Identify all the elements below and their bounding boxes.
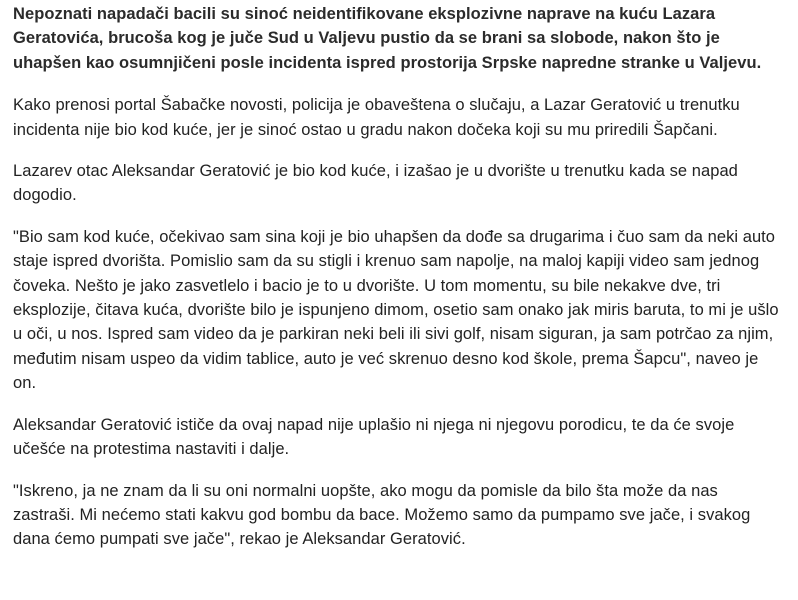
article-paragraph-5-quote: "Iskreno, ja ne znam da li su oni normalni uopšte, ako mogu da pomisle da bilo šta može da nas zastraši. Mi nećemo stati kakvu god bombu da bace. Možemo samo da pumpamo sve jače, i svakog dana ćemo pumpati sve jače", rekao je Aleksandar Geratović. xyxy=(13,481,751,549)
article-paragraph-4: Aleksandar Geratović ističe da ovaj napad nije uplašio ni njega ni njegovu porodicu, te da će svoje učešće na protestima nastaviti i dalje. xyxy=(13,415,735,459)
article-paragraph-3-quote: "Bio sam kod kuće, očekivao sam sina koji je bio uhapšen da dođe sa drugarima i čuo sam da neki auto staje ispred dvorišta. Pomislio sam da su stigli i krenuo sam napolje, na maloj kapiji video sam jednog čoveka. Nešto je jako zasvetlelo i bacio je to u dvorište. U tom momentu, su bile nekakve dve, tri eksplozije, čitava kuća, dvorište bilo je ispunjeno dimom, osetio sam onako jak miris baruta, to mi je ušlo u oči, u nos. Ispred sam video da je parkiran neki beli ili sivi golf, nisam siguran, ja sam potrčao za njim, međutim nisam uspeo da vidim tablice, auto je već skrenuo desno kod škole, prema Šapcu", naveo je on. xyxy=(13,227,779,393)
article-paragraph-1: Kako prenosi portal Šabačke novosti, policija je obaveštena o slučaju, a Lazar Geratović u trenutku incidenta nije bio kod kuće, jer je sinoć ostao u gradu nakon dočeka koji su mu priredili Šapčani. xyxy=(13,96,740,139)
article-lead: Nepoznati napadači bacili su sinoć neidentifikovane eksplozivne naprave na kuću Lazara Geratovića, brucoša kog je juče Sud u Valjevu pustio da se brani sa slobode, nakon što je uhapšen kao osumnjičeni posle incidenta ispred prostorija Srpske napredne stranke u Valjevu. xyxy=(13,5,762,72)
article-paragraph-2: Lazarev otac Aleksandar Geratović je bio kod kuće, i izašao je u dvorište u trenutku kada se napad dogodio. xyxy=(13,162,738,205)
